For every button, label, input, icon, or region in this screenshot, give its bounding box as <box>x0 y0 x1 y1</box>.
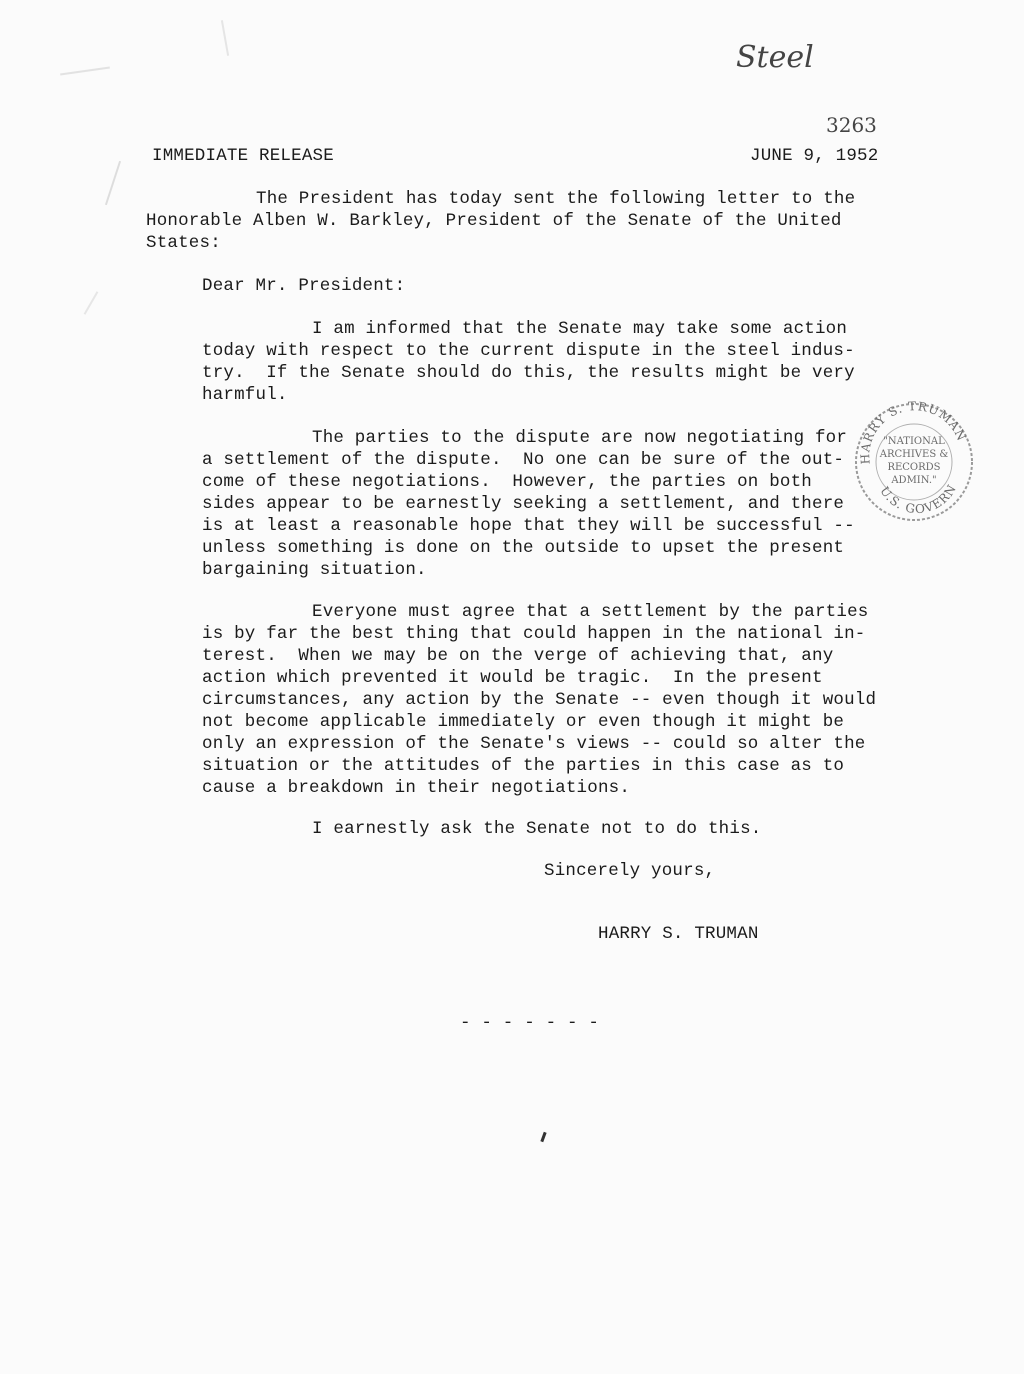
paragraph-line: circumstances, any action by the Senate -- even though it would <box>202 690 877 710</box>
salutation: Dear Mr. President: <box>202 276 406 296</box>
paragraph-line: I am informed that the Senate may take some action <box>312 319 848 339</box>
paragraph-line: today with respect to the current dispute in the steel indus- <box>202 341 855 361</box>
stamp-center-line: ARCHIVES & <box>879 449 949 460</box>
paragraph-line: Everyone must agree that a settlement by the parties <box>312 602 869 622</box>
paragraph-line: cause a breakdown in their negotiations. <box>202 778 631 798</box>
closing: Sincerely yours, <box>544 861 716 881</box>
scan-smudge <box>60 67 110 76</box>
scan-smudge <box>105 161 121 205</box>
paragraph-line: bargaining situation. <box>202 560 427 580</box>
release-date: JUNE 9, 1952 <box>750 146 879 166</box>
stamp-center-line: ADMIN." <box>891 475 937 486</box>
paragraph-line: is by far the best thing that could happen in the national in- <box>202 624 866 644</box>
archive-stamp <box>850 398 978 526</box>
paragraph-line: action which prevented it would be tragic. In the present <box>202 668 823 688</box>
file-number: 3263 <box>826 113 877 137</box>
end-mark: - - - - - - - <box>460 1013 600 1033</box>
handwritten-note: Steel <box>736 40 814 75</box>
stamp-center-line: RECORDS <box>887 462 941 473</box>
archive-stamp-graphic <box>850 398 978 526</box>
stamp-center-line: "NATIONAL <box>883 436 945 447</box>
scan-smudge <box>540 1132 546 1142</box>
release-label: IMMEDIATE RELEASE <box>152 146 334 166</box>
paragraph-line: not become applicable immediately or even though it might be <box>202 712 845 732</box>
paragraph-line: only an expression of the Senate's views -- could so alter the <box>202 734 866 754</box>
signature: HARRY S. TRUMAN <box>598 924 759 944</box>
paragraph-line: I earnestly ask the Senate not to do this. <box>312 819 762 839</box>
intro-line: Honorable Alben W. Barkley, President of the Senate of the United <box>146 211 842 231</box>
paragraph-line: a settlement of the dispute. No one can be sure of the out- <box>202 450 845 470</box>
intro-line: The President has today sent the following letter to the <box>256 189 856 209</box>
intro-line: States: <box>146 233 221 253</box>
scan-smudge <box>221 20 229 56</box>
paragraph-line: situation or the attitudes of the parties in this case as to <box>202 756 845 776</box>
paragraph-line: is at least a reasonable hope that they will be successful -- <box>202 516 855 536</box>
paragraph-line: try. If the Senate should do this, the results might be very <box>202 363 855 383</box>
paragraph-line: terest. When we may be on the verge of achieving that, any <box>202 646 834 666</box>
stamp-bottom-text: U.S. GOVERN <box>877 481 960 517</box>
paragraph-line: come of these negotiations. However, the parties on both <box>202 472 812 492</box>
paragraph-line: sides appear to be earnestly seeking a settlement, and there <box>202 494 845 514</box>
stamp-outer-text: HARRY S. TRUMAN <box>858 399 970 465</box>
paragraph-line: unless something is done on the outside to upset the present <box>202 538 845 558</box>
scan-smudge <box>84 291 99 315</box>
paragraph-line: The parties to the dispute are now negotiating for <box>312 428 848 448</box>
paragraph-line: harmful. <box>202 385 288 405</box>
